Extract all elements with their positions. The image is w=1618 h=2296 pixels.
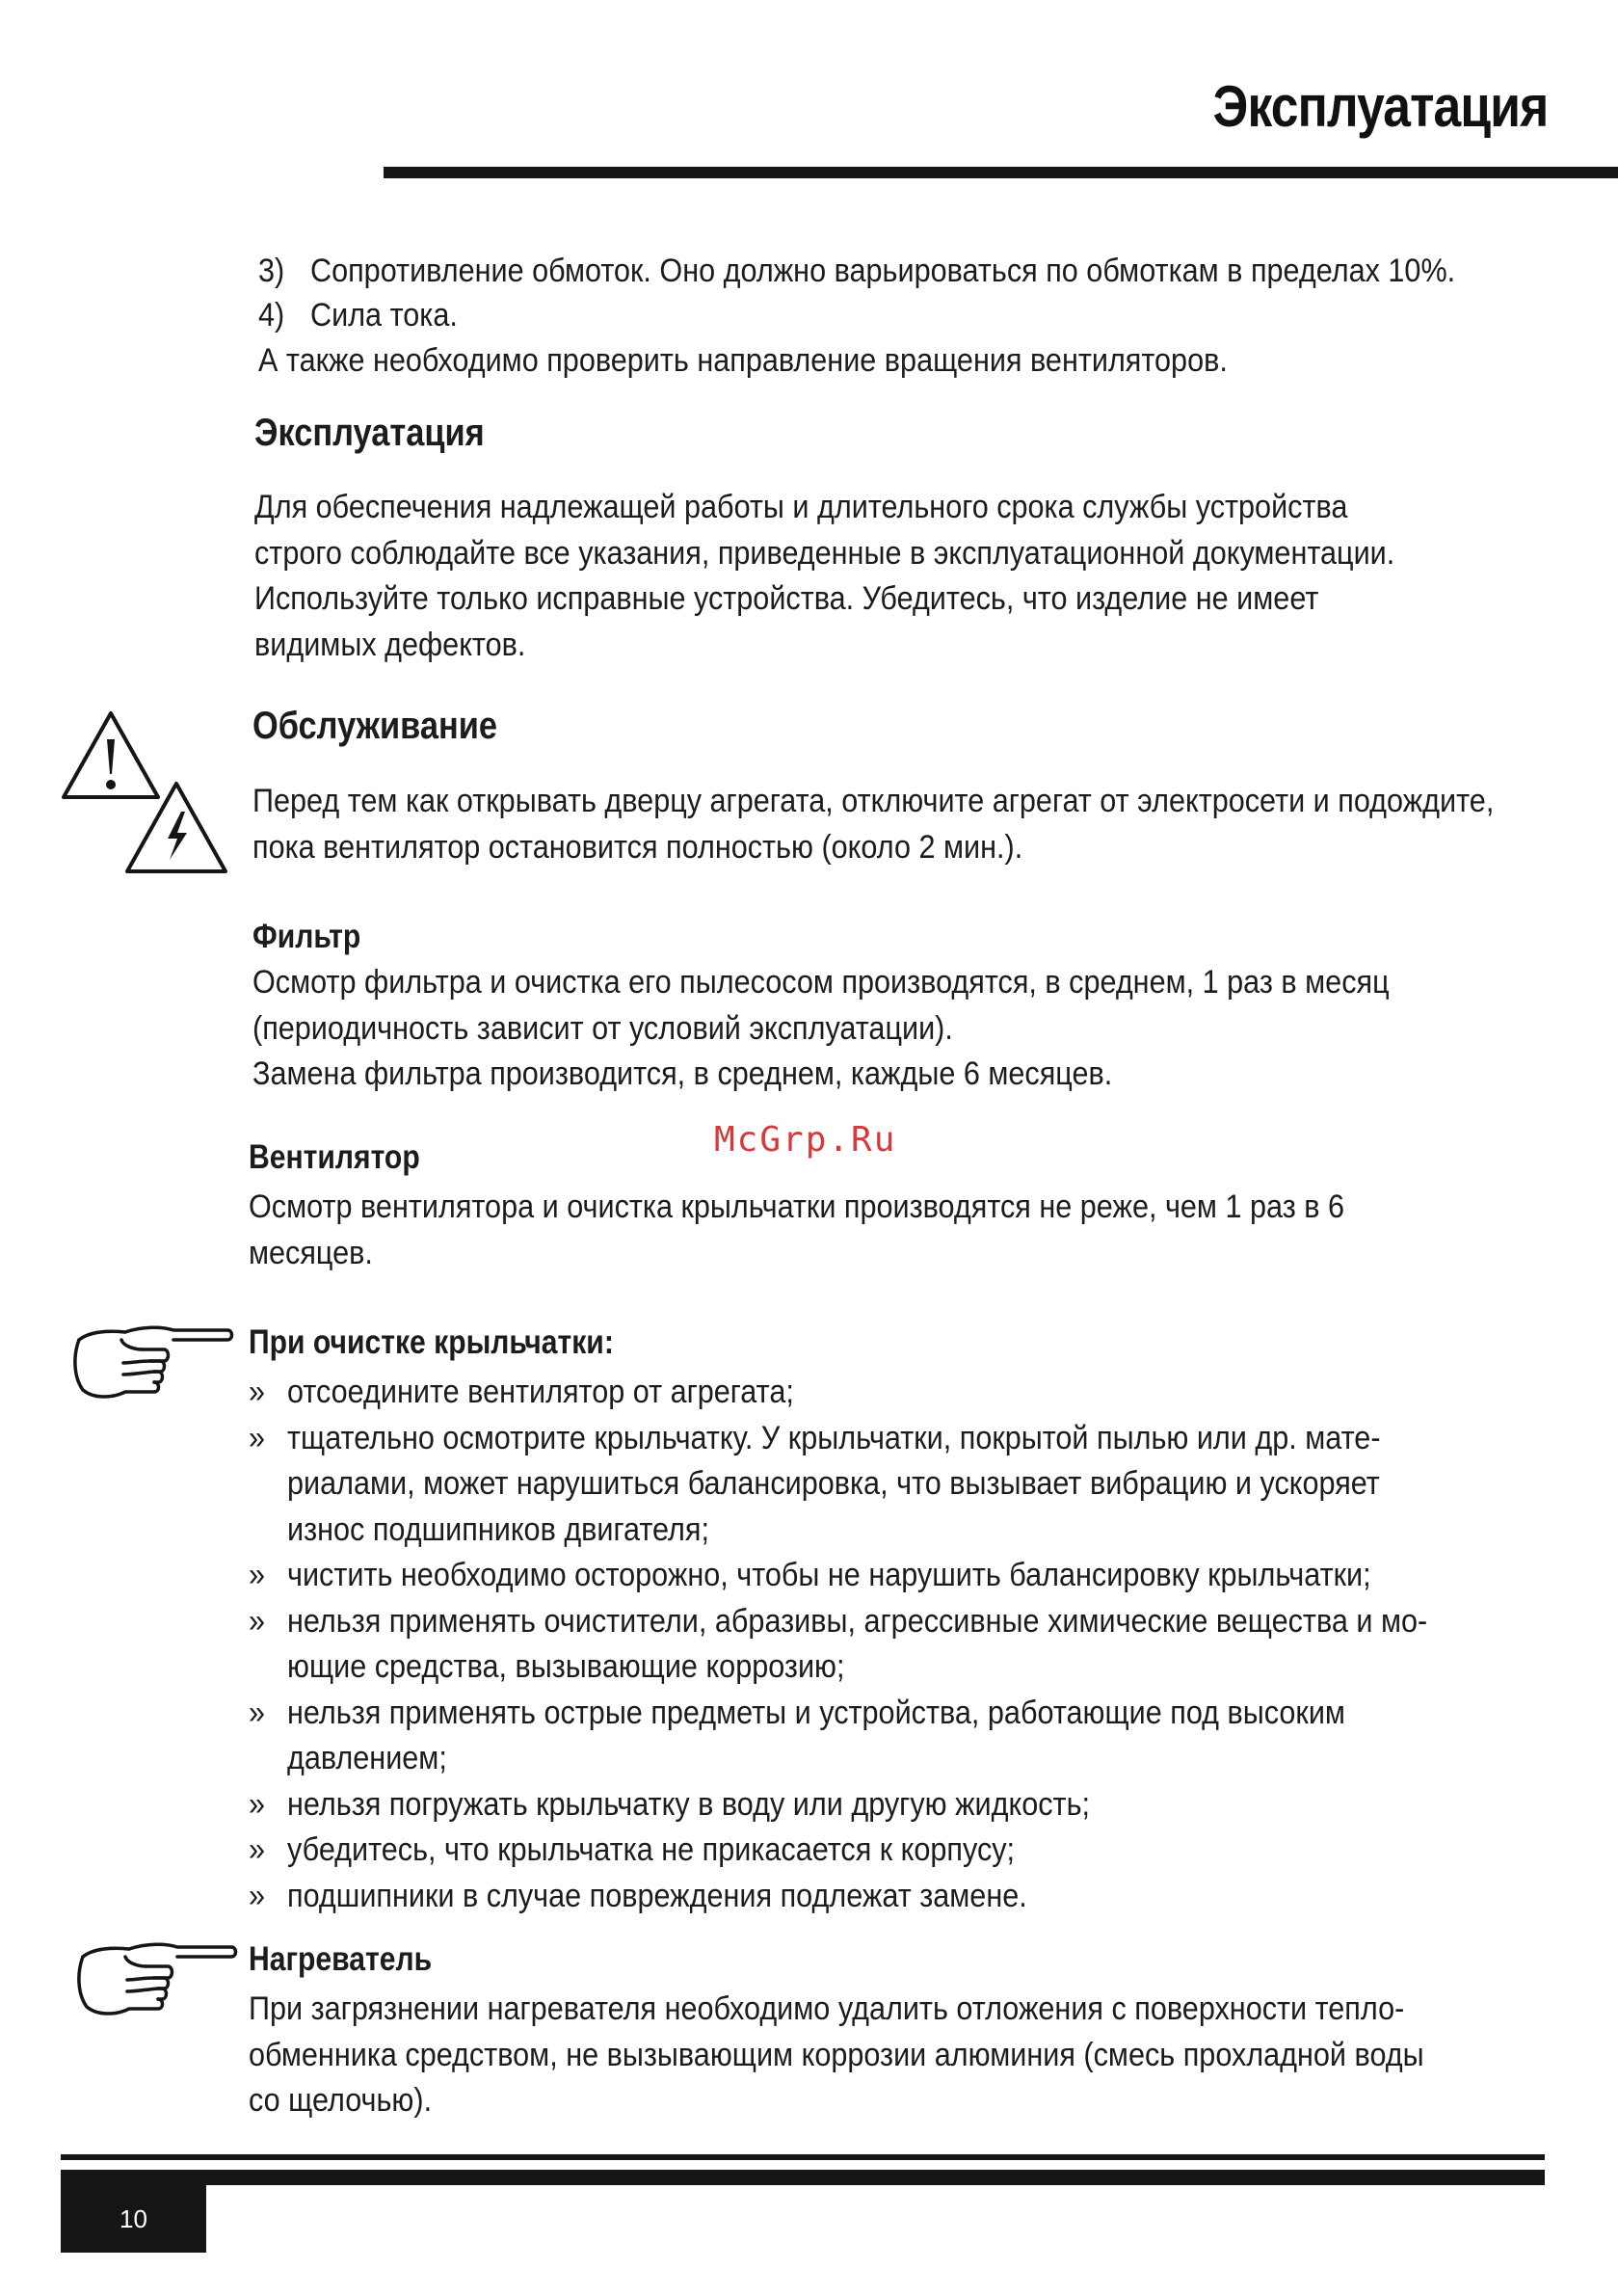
footer-rule [61, 2154, 1545, 2160]
heater-paragraph [249, 1987, 1554, 2124]
fan-paragraph [249, 1185, 1466, 1276]
section-heading-operation: Эксплуатация [254, 412, 485, 454]
text-line: Осмотр вентилятора и очистка крыльчатки производятся не реже, чем 1 раз в 6 [249, 1188, 1345, 1225]
text-line: тщательно осмотрите крыльчатку. У крыльчатки, покрытой пылью или др. мате- [287, 1419, 1381, 1456]
service-paragraph [252, 779, 1618, 870]
subheading-impeller: При очистке крыльчатки: [249, 1323, 614, 1361]
text-line: ющие средства, вызывающие коррозию; [287, 1648, 845, 1685]
text-line: строго соблюдайте все указания, приведенные в эксплуатационной документации. [254, 534, 1395, 572]
text-line: При загрязнении нагревателя необходимо удалить отложения с поверхности тепло- [249, 1990, 1405, 2027]
filter-paragraph [252, 960, 1516, 1098]
page-number: 10 [61, 2185, 206, 2253]
text-line: видимых дефектов. [254, 626, 526, 663]
text-line: Осмотр фильтра и очистка его пылесосом производятся, в среднем, 1 раз в месяц [252, 964, 1390, 1001]
text-line: Замена фильтра производится, в среднем, каждые 6 месяцев. [252, 1055, 1113, 1092]
item-number: 4) [258, 297, 285, 334]
text-line: убедитесь, что крыльчатка не прикасается к корпусу; [287, 1831, 1016, 1868]
intro-note: А также необходимо проверить направление вращения вентиляторов. [258, 342, 1228, 379]
text-line: со щелочью). [249, 2082, 433, 2119]
pointing-hand-icon [66, 1321, 235, 1403]
text-line: Используйте только исправные устройства. Убедитесь, что изделие не имеет [254, 580, 1319, 617]
text-line: месяцев. [249, 1234, 373, 1271]
watermark: McGrp.Ru [714, 1120, 897, 1160]
bullet-marker: » [249, 1785, 266, 1823]
text-line: нельзя погружать крыльчатку в воду или другую жидкость; [287, 1785, 1091, 1823]
text-line: чистить необходимо осторожно, чтобы не нарушить балансировку крыльчатки; [287, 1557, 1371, 1593]
subheading-fan: Вентилятор [249, 1138, 420, 1176]
header-rule [384, 167, 1618, 178]
bullet-marker: » [249, 1374, 266, 1410]
text-line: (периодичность зависит от условий эксплуатации). [252, 1009, 953, 1047]
text-line: отсоедините вентилятор от агрегата; [287, 1374, 794, 1410]
electric-hazard-icon [121, 779, 231, 879]
text-line: Перед тем как открывать дверцу агрегата, отключите агрегат от электросети и подождите, [252, 783, 1495, 819]
text-line: подшипники в случае повреждения подлежат замене. [287, 1877, 1027, 1914]
operation-paragraph [254, 485, 1522, 668]
subheading-filter: Фильтр [252, 918, 361, 955]
text-line: риалами, может нарушиться балансировка, что вызывает вибрацию и ускоряет [287, 1465, 1380, 1502]
text-line: давлением; [287, 1740, 447, 1776]
text-line: износ подшипников двигателя; [287, 1510, 709, 1548]
item-text: Сопротивление обмоток. Оно должно варьироваться по обмоткам в пределах 10%. [310, 253, 1456, 289]
pointing-hand-icon [69, 1937, 239, 2020]
bullet-marker: » [249, 1831, 266, 1868]
item-number: 3) [258, 253, 285, 289]
text-line: пока вентилятор остановится полностью (около 2 мин.). [252, 828, 1023, 866]
bullet-marker: » [249, 1694, 266, 1731]
list-item [258, 293, 458, 339]
bullet-marker: » [249, 1557, 266, 1593]
subheading-heater: Нагреватель [249, 1940, 433, 1978]
page-title: Эксплуатация [1212, 74, 1548, 139]
text-line: нельзя применять очистители, абразивы, агрессивные химические вещества и мо- [287, 1602, 1428, 1640]
item-text: Сила тока. [310, 297, 458, 334]
section-heading-service: Обслуживание [252, 705, 498, 747]
bullet-marker: » [249, 1877, 266, 1914]
list-item [258, 249, 1456, 295]
bullet-marker: » [249, 1419, 266, 1456]
bullet-marker: » [249, 1602, 266, 1640]
text-line: Для обеспечения надлежащей работы и длительного срока службы устройства [254, 489, 1348, 525]
text-line: обменника средством, не вызывающим коррозии алюминия (смесь прохладной воды [249, 2036, 1424, 2073]
text-line: нельзя применять острые предметы и устройства, работающие под высоким [287, 1694, 1345, 1731]
footer-rule-thick [61, 2170, 1545, 2185]
